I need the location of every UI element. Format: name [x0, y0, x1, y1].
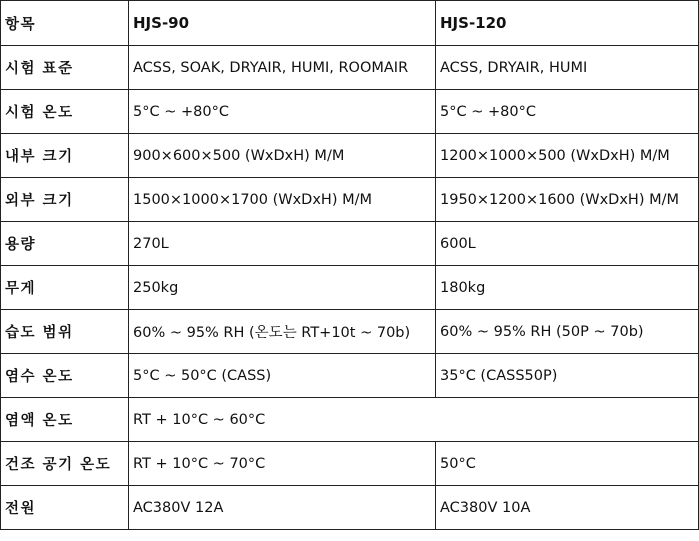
header-model-hjs-90: HJS-90: [129, 1, 436, 46]
table-row: [1, 398, 699, 442]
cell-merged: RT + 10°C ~ 60°C: [129, 398, 699, 442]
cell-hjs-90: 5°C ~ 50°C (CASS): [129, 354, 436, 398]
cell-hjs-120: ACSS, DRYAIR, HUMI: [436, 46, 699, 90]
cell-hjs-120: 600L: [436, 222, 699, 266]
cell-hjs-90: 250kg: [129, 266, 436, 310]
table-row: [1, 310, 699, 354]
row-label: 염수 온도: [1, 354, 129, 398]
table-row: [1, 90, 699, 134]
table-row: [1, 134, 699, 178]
cell-hjs-90: 5°C ~ +80°C: [129, 90, 436, 134]
header-label-cell: 항목: [1, 1, 129, 46]
cell-hjs-90: 60% ~ 95% RH (온도는 RT+10t ~ 70b): [129, 310, 436, 354]
table-header-row: [1, 1, 699, 46]
cell-hjs-120: 50°C: [436, 442, 699, 486]
cell-hjs-120: 60% ~ 95% RH (50P ~ 70b): [436, 310, 699, 354]
cell-hjs-90: 1500×1000×1700 (WxDxH) M/M: [129, 178, 436, 222]
row-label: 습도 범위: [1, 310, 129, 354]
row-label: 시험 온도: [1, 90, 129, 134]
header-model-hjs-120: HJS-120: [436, 1, 699, 46]
row-label: 시험 표준: [1, 46, 129, 90]
cell-hjs-90: AC380V 12A: [129, 486, 436, 530]
cell-hjs-90: 900×600×500 (WxDxH) M/M: [129, 134, 436, 178]
cell-hjs-90: 270L: [129, 222, 436, 266]
table-row: [1, 486, 699, 530]
cell-hjs-90: ACSS, SOAK, DRYAIR, HUMI, ROOMAIR: [129, 46, 436, 90]
cell-hjs-120: 35°C (CASS50P): [436, 354, 699, 398]
cell-hjs-120: 5°C ~ +80°C: [436, 90, 699, 134]
row-label: 염액 온도: [1, 398, 129, 442]
table-row: [1, 222, 699, 266]
cell-hjs-120: 1950×1200×1600 (WxDxH) M/M: [436, 178, 699, 222]
table-row: [1, 46, 699, 90]
cell-hjs-120: 180kg: [436, 266, 699, 310]
row-label: 외부 크기: [1, 178, 129, 222]
cell-hjs-90: RT + 10°C ~ 70°C: [129, 442, 436, 486]
table-row: [1, 178, 699, 222]
row-label: 전원: [1, 486, 129, 530]
row-label: 무게: [1, 266, 129, 310]
row-label: 건조 공기 온도: [1, 442, 129, 486]
table-row: [1, 442, 699, 486]
cell-hjs-120: AC380V 10A: [436, 486, 699, 530]
row-label: 용량: [1, 222, 129, 266]
row-label: 내부 크기: [1, 134, 129, 178]
cell-hjs-120: 1200×1000×500 (WxDxH) M/M: [436, 134, 699, 178]
table-row: [1, 266, 699, 310]
table-row: [1, 354, 699, 398]
